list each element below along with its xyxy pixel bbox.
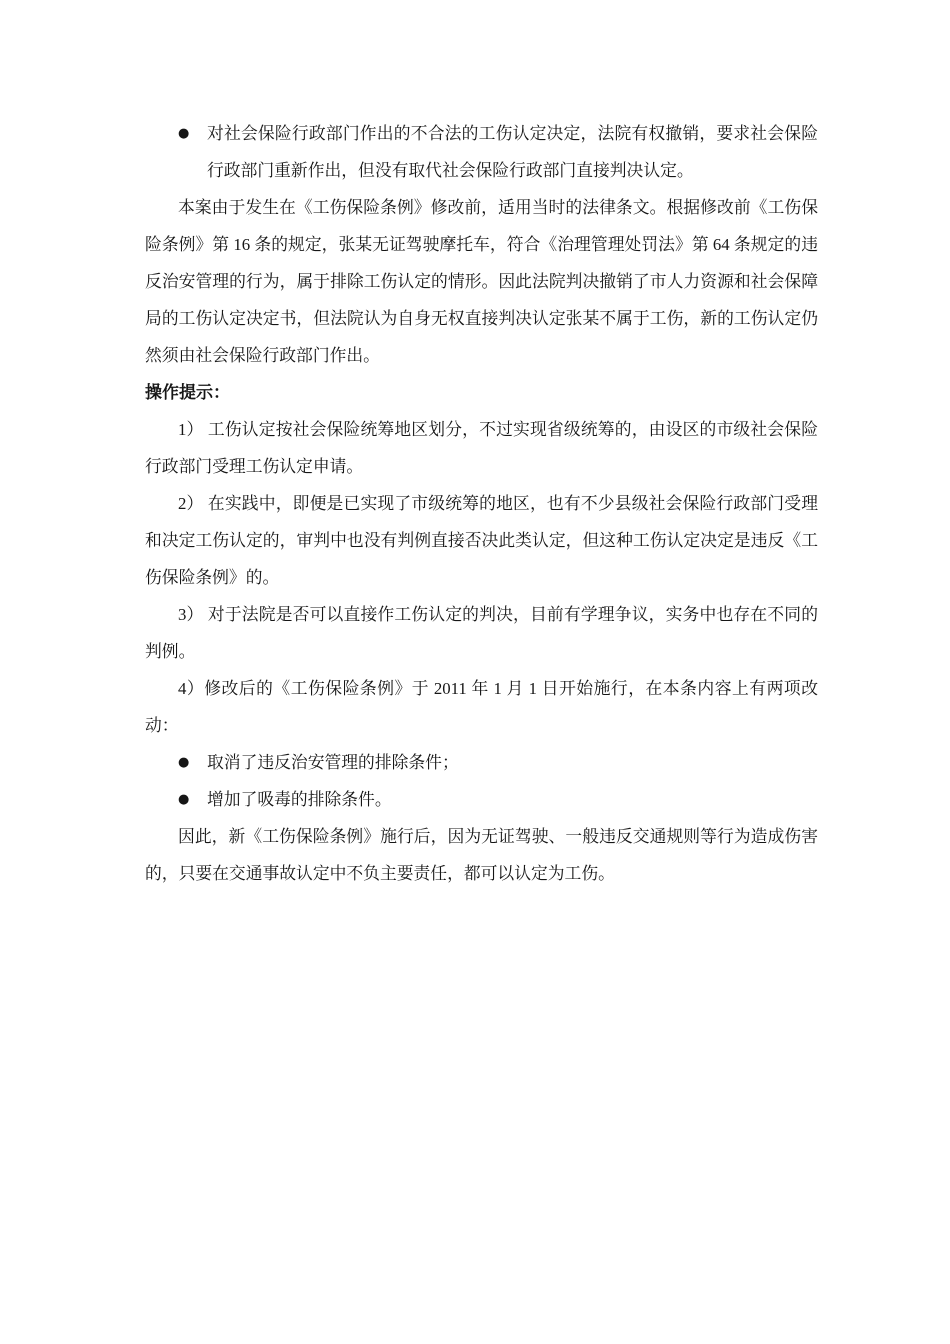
numbered-tip-1: 1） 工伤认定按社会保险统筹地区划分，不过实现省级统筹的，由设区的市级社会保险行政部门受理工伤认定申请。 [145, 420, 818, 476]
paragraph: 因此，新《工伤保险条例》施行后，因为无证驾驶、一般违反交通规则等行为造成伤害的，只要在交通事故认定中不负主要责任，都可以认定为工伤。 [145, 827, 818, 883]
bullet-item [145, 115, 818, 189]
bullet-text: 增加了吸毒的排除条件。 [207, 790, 392, 809]
bullet-icon: ● [178, 792, 190, 807]
paragraph: 本案由于发生在《工伤保险条例》修改前，适用当时的法律条文。根据修改前《工伤保险条例》第 16 条的规定，张某无证驾驶摩托车，符合《治理管理处罚法》第 64 条规定的违反治安管理的行为，属于排除工伤认定的情形。因此法院判决撤销了市人力资源和社会保障局的工伤认定决定书，但法院认为自身无权直接判决认定张某不属于工伤，新的工伤认定仍然须由社会保险行政部门作出。 [145, 198, 818, 365]
bullet-icon: ● [178, 126, 190, 141]
numbered-tip-3: 3） 对于法院是否可以直接作工伤认定的判决，目前有学理争议，实务中也存在不同的判例。 [145, 605, 818, 661]
bullet-text: 取消了违反治安管理的排除条件； [207, 753, 459, 772]
bullet-icon: ● [178, 755, 190, 770]
bullet-item [145, 744, 818, 781]
section-heading: 操作提示： [145, 383, 230, 402]
document-content [145, 115, 818, 892]
numbered-tip-4: 4）修改后的《工伤保险条例》于 2011 年 1 月 1 日开始施行，在本条内容上有两项改动： [145, 679, 818, 735]
bullet-item [145, 781, 818, 818]
bullet-text: 对社会保险行政部门作出的不合法的工伤认定决定，法院有权撤销，要求社会保险行政部门重新作出，但没有取代社会保险行政部门直接判决认定。 [207, 124, 818, 180]
numbered-tip-2: 2） 在实践中，即便是已实现了市级统筹的地区，也有不少县级社会保险行政部门受理和决定工伤认定的，审判中也没有判例直接否决此类认定，但这种工伤认定决定是违反《工伤保险条例》的。 [145, 494, 818, 587]
